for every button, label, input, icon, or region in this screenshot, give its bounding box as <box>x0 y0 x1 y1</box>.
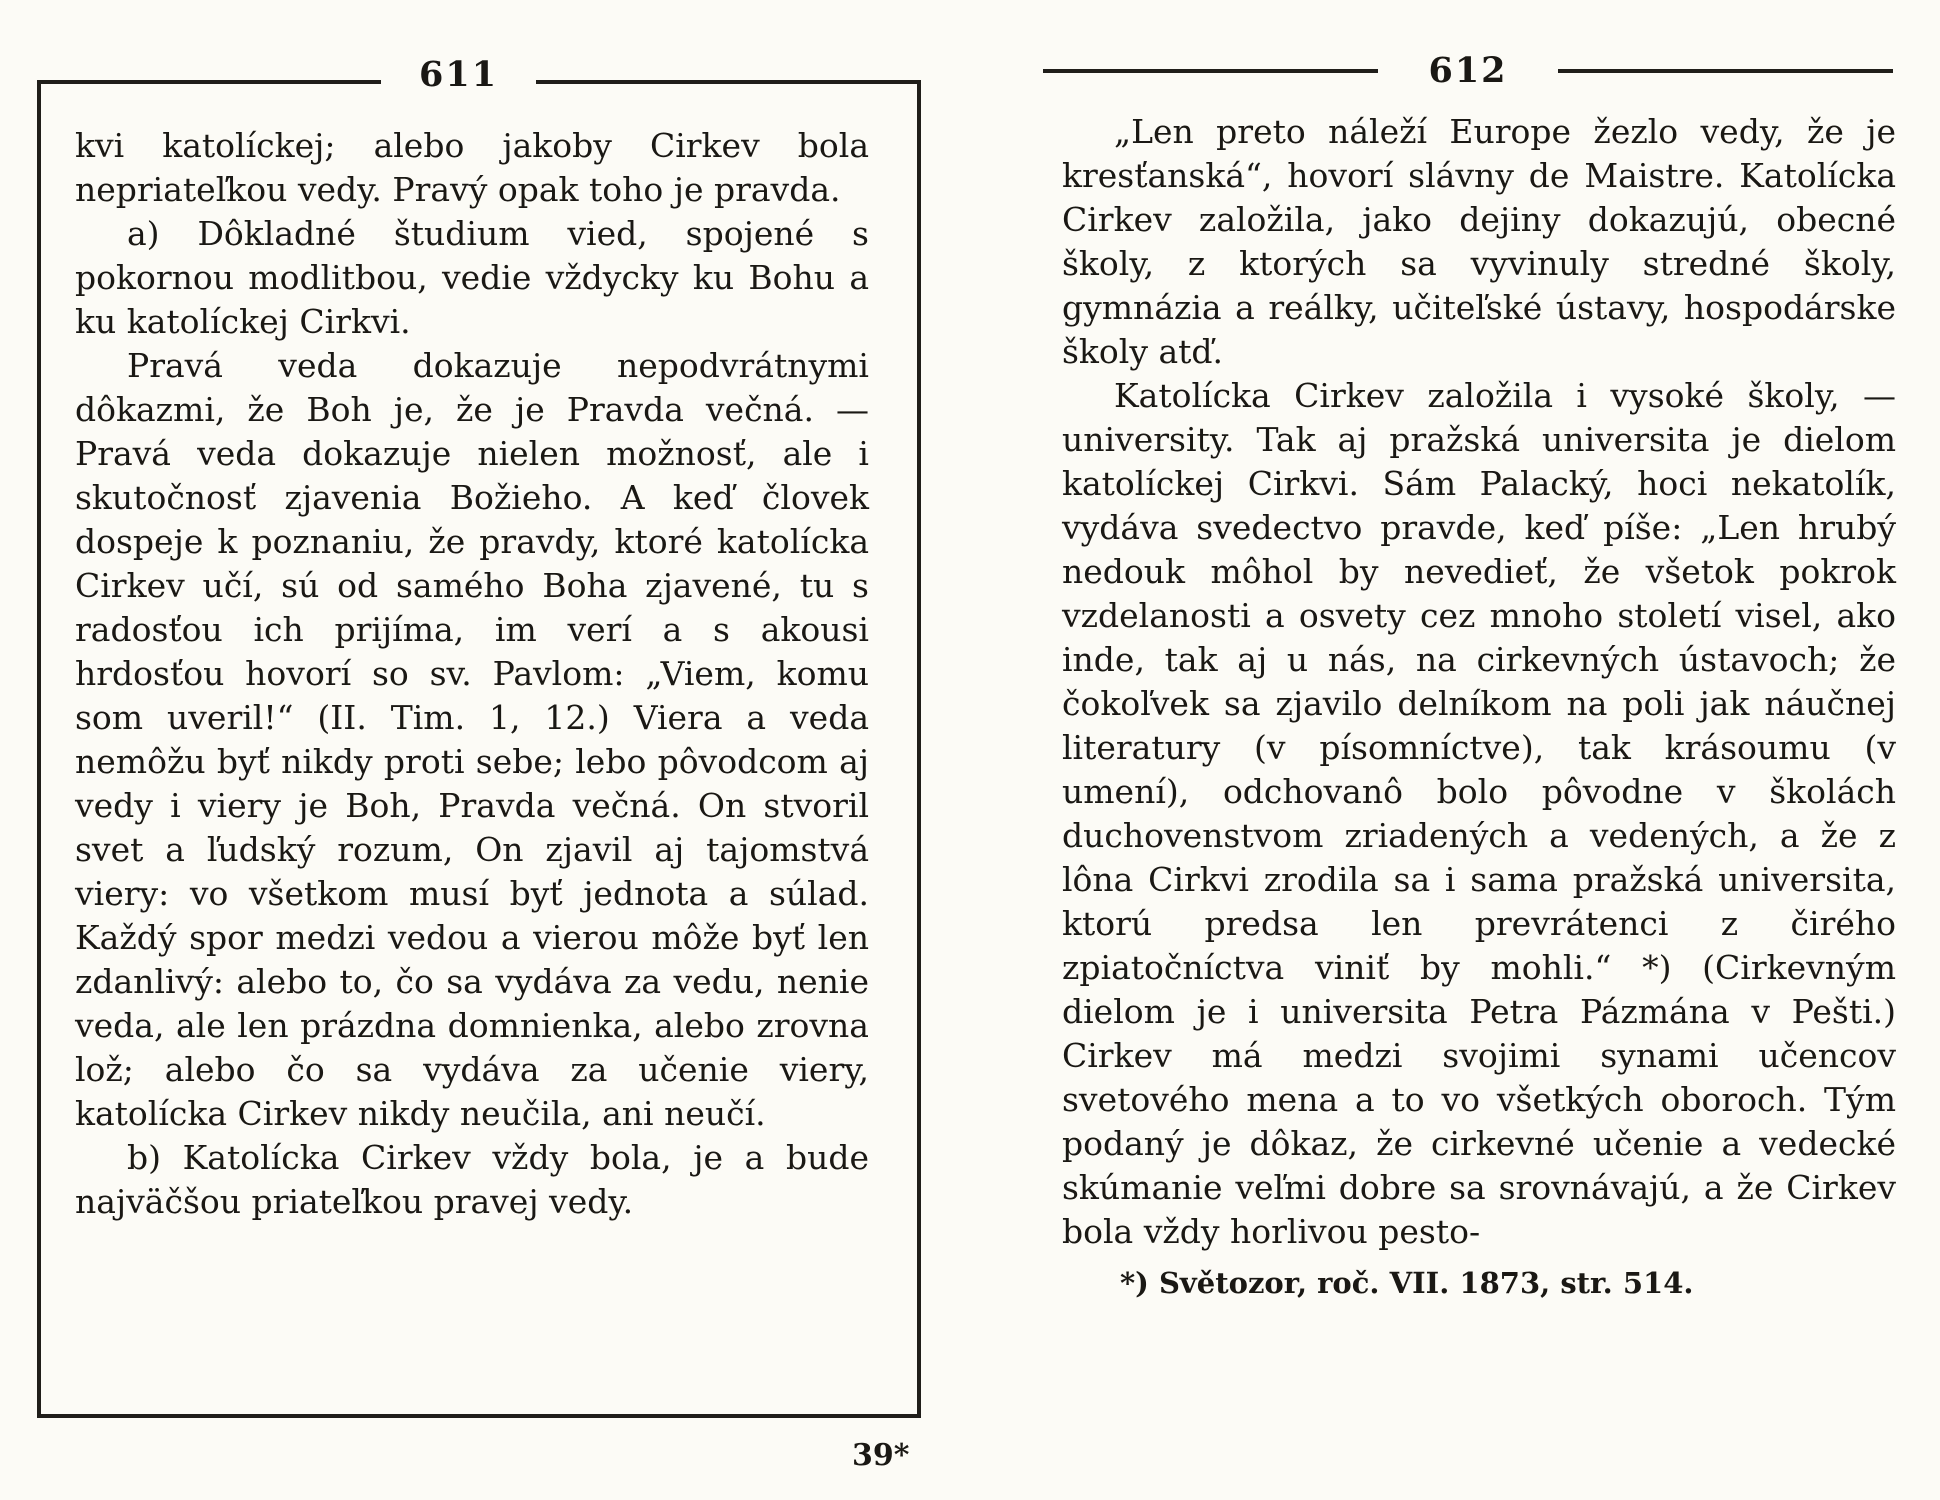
print-signature: 39* <box>852 1438 910 1473</box>
right-page-number: 612 <box>1428 50 1508 91</box>
header-rule-right <box>1558 69 1893 73</box>
header-rule-left <box>1043 69 1378 73</box>
paragraph: Katolícka Cirkev založila i vysoké školy, — university. Tak aj pražská universita je dielom katolíckej Cirkvi. Sám Palacký, hoci nekatolík, vydáva svedectvo pravde, keď píše: „Len hrubý nedouk môhol by nevedieť, že všetok pokrok vzdelanosti a osvety cez mnoho století visel, ako inde, tak aj u nás, na cirkevných ústavoch; že čokoľvek sa zjavilo delníkom na poli jak náučnej literatury (v písomníctve), tak krásoumu (v umení), odchovanô bolo pôvodne v školách duchovenstvom zriadených a vedených, a že z lôna Cirkvi zrodila sa i sama pražská universita, ktorú predsa len prevrátenci z čirého zpiatočníctva viniť by mohli.“ *) (Cirkevným dielom je i universita Petra Pázmána v Pešti.) Cirkev má medzi svojimi synami učencov svetového mena a to vo všetkých oboroch. Tým podaný je dôkaz, že cirkevné učenie a vedecké skúmanie veľmi dobre sa srovnávajú, a že Cirkev bola vždy horlivou pesto- <box>1062 376 1896 1251</box>
left-page-text <box>41 84 917 1224</box>
paragraph: a) Dôkladné študium vied, spojené s pokornou modlitbou, vedie vždycky ku Bohu a ku katolíckej Cirkvi. <box>75 214 869 341</box>
right-page-header <box>1043 50 1893 91</box>
right-page-text <box>1062 110 1896 1302</box>
paragraph: „Len preto náleží Europe žezlo vedy, že je kresťanská“, hovorí slávny de Maistre. Katolícka Cirkev založila, jako dejiny dokazujú, obecné školy, z ktorých sa vyvinuly stredné školy, gymnázia a reálky, učiteľské ústavy, hospodárske školy atď. <box>1062 112 1896 371</box>
paragraph: b) Katolícka Cirkev vždy bola, je a bude najväčšou priateľkou pravej vedy. <box>75 1138 869 1221</box>
left-page <box>37 54 921 1418</box>
left-page-number: 611 <box>381 54 536 95</box>
paragraph: kvi katolíckej; alebo jakoby Cirkev bola nepriateľkou vedy. Pravý opak toho je pravda. <box>75 126 869 209</box>
footnote: *) Světozor, roč. VII. 1873, str. 514. <box>1120 1266 1694 1300</box>
paragraph: Pravá veda dokazuje nepodvrátnymi dôkazmi, že Boh je, že je Pravda večná. — Pravá veda dokazuje nielen možnosť, ale i skutočnosť zjavenia Božieho. A keď človek dospeje k poznaniu, že pravdy, ktoré katolícka Cirkev učí, sú od samého Boha zjavené, tu s radosťou ich prijíma, im verí a s akousi hrdosťou hovorí so sv. Pavlom: „Viem, komu som uveril!“ (II. Tim. 1, 12.) Viera a veda nemôžu byť nikdy proti sebe; lebo pôvodcom aj vedy i viery je Boh, Pravda večná. On stvoril svet a ľudský rozum, On zjavil aj tajomstvá viery: vo všetkom musí byť jednota a súlad. Každý spor medzi vedou a vierou môže byť len zdanlivý: alebo to, čo sa vydáva za vedu, nenie veda, ale len prázdna domnienka, alebo zrovna lož; alebo čo sa vydáva za učenie viery, katolícka Cirkev nikdy neučila, ani neučí. <box>75 346 869 1133</box>
